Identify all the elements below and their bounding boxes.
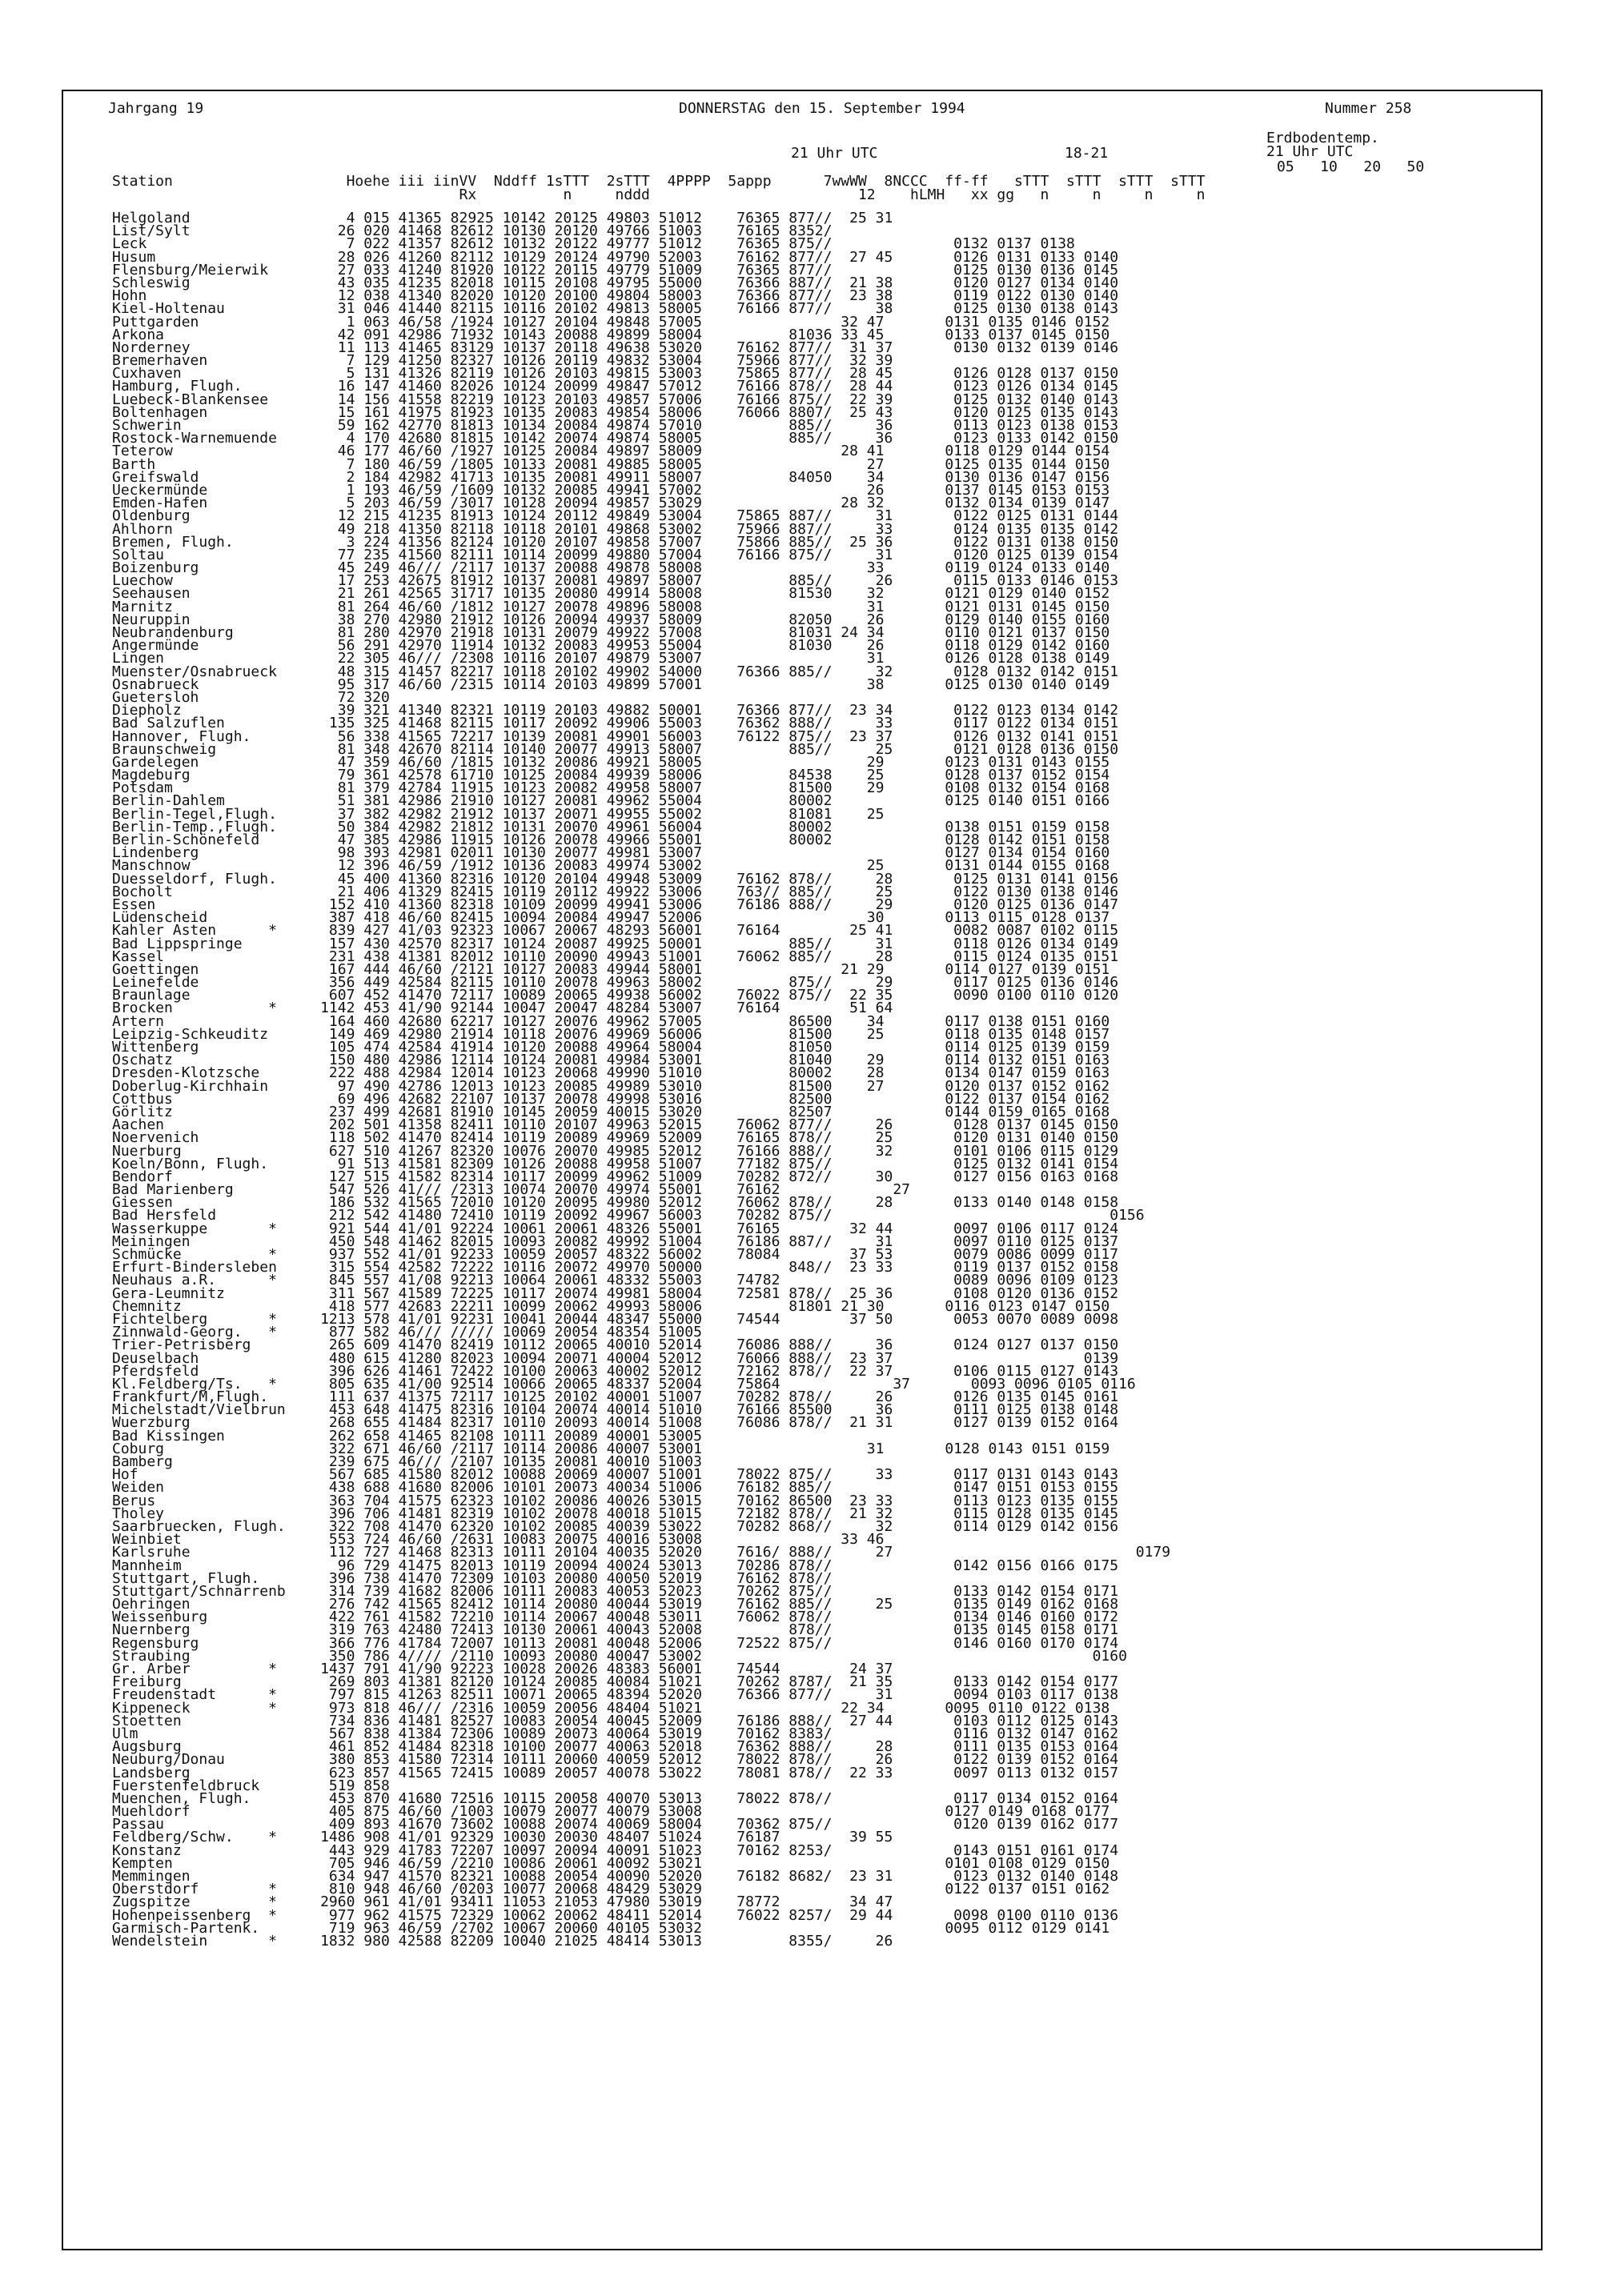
station-row: Mannheim 96 729 41475 82013 10119 20094 40024 53013 70286 878// 0142 0156 0166 0175 (112, 1557, 1119, 1574)
station-row: Berlin-Schönefeld 47 385 42986 11915 10126 20078 49966 55001 80002 0128 0142 0151 0158 (112, 831, 1110, 848)
station-row: Deuselbach 480 615 41280 82023 10094 20071 40004 52012 76066 888// 23 37 0139 (112, 1349, 1119, 1367)
station-row: Dresden-Klotzsche 222 488 42984 12014 10123 20068 49990 51010 80002 28 0134 0147 0159 0163 (112, 1064, 1110, 1082)
station-row: Oschatz 150 480 42986 12114 10124 20081 49984 53001 81040 29 0114 0132 0151 0163 (112, 1052, 1110, 1069)
station-row: Berlin-Temp.,Flugh. 50 384 42982 21812 10131 20070 49961 56004 80002 0138 0151 0159 0158 (112, 818, 1110, 835)
station-row: Chemnitz 418 577 42683 22211 10099 20062 49993 58006 81801 21 30 0116 0123 0147 0150 (112, 1297, 1110, 1315)
station-row: Schwerin 59 162 42770 81813 10134 20084 49874 57010 885// 36 0113 0123 0138 0153 (112, 417, 1119, 434)
station-row: Diepholz 39 321 41340 82321 10119 20103 49882 50001 76366 877// 23 34 0122 0123 0134 0142 (112, 702, 1119, 719)
station-row: Neuburg/Donau 380 853 41580 72314 10111 20060 40059 52012 78022 878// 26 0122 0139 0152 0164 (112, 1751, 1119, 1769)
station-row: Zugspitze * 2960 961 41/01 93411 11053 21053 47980 53019 78772 34 47 (112, 1893, 893, 1911)
station-row: Nuerburg 627 510 41267 82320 10076 20070 49985 52012 76166 888// 32 0101 0106 0115 0129 (112, 1142, 1119, 1160)
station-row: Leck 7 022 41357 82612 10132 20122 49777 51012 76365 875// 0132 0137 0138 (112, 235, 1075, 253)
station-row: Weiden 438 688 41680 82006 10101 20073 40034 51006 76182 885// 0147 0151 0153 0155 (112, 1479, 1119, 1497)
station-row: Braunschweig 81 348 42670 82114 10140 20077 49913 58007 885// 25 0121 0128 0136 0150 (112, 740, 1119, 758)
station-row: Hamburg, Flugh. 16 147 41460 82026 10124 20099 49847 57012 76166 878// 28 44 0123 0126 0134 0145 (112, 378, 1119, 395)
station-row: Flensburg/Meierwik 27 033 41240 81920 10122 20115 49779 51009 76365 877// 0125 0130 0136 0145 (112, 261, 1119, 278)
station-row: Kippeneck * 973 818 46/// /2316 10059 20056 48404 51021 22 34 0095 0110 0122 0138 (112, 1699, 1110, 1717)
station-row: Luebeck-Blankensee 14 156 41558 82219 10123 20103 49857 57006 76166 875// 22 39 0125 0132 0140 0143 (112, 391, 1119, 408)
jahrgang-label: Jahrgang 19 (108, 100, 204, 117)
station-row: Braunlage 607 452 41470 72117 10089 20065 49938 56002 76022 875// 22 35 0090 0100 0110 0120 (112, 987, 1119, 1004)
station-row: Zinnwald-Georg. * 877 582 46/// ///// 10069 20054 48354 51005 (112, 1324, 702, 1341)
station-row: Michelstadt/Vielbrun 453 648 41475 82316 10104 20074 40014 51010 76166 85500 36 0111 0125 0138 0148 (112, 1401, 1119, 1419)
station-row: Neubrandenburg 81 280 42970 21918 10131 20079 49922 57008 81031 24 34 0110 0121 0137 0150 (112, 624, 1110, 641)
station-row: Boltenhagen 15 161 41975 81923 10135 20083 49854 58006 76066 8807/ 25 43 0120 0125 0135 0143 (112, 403, 1119, 421)
station-row: Ahlhorn 49 218 41350 82118 10118 20101 49868 53002 75966 887// 33 0124 0135 0135 0142 (112, 520, 1119, 538)
station-row: Berlin-Tegel,Flugh. 37 382 42982 21912 10137 20071 49955 55002 81081 25 (112, 805, 885, 823)
station-row: Straubing 350 786 4//// /2110 10093 20080 40047 53002 0160 (112, 1647, 1127, 1665)
station-row: Wuerzburg 268 655 41484 82317 10110 20093 40014 51008 76086 878// 21 31 0127 0139 0152 0164 (112, 1414, 1119, 1432)
station-row: Bad Kissingen 262 658 41465 82108 10111 20089 40001 53005 (112, 1427, 702, 1445)
station-row: Cuxhaven 5 131 41326 82119 10126 20103 49815 53003 75865 877// 28 45 0126 0128 0137 0150 (112, 365, 1119, 383)
station-row: Helgoland 4 015 41365 82925 10142 20125 49803 51012 76365 877// 25 31 (112, 210, 893, 226)
station-row: Hannover, Flugh. 56 338 41565 72217 10139 20081 49901 56003 76122 875// 23 37 0126 0132 0141 0151 (112, 727, 1119, 745)
station-row: Fichtelberg * 1213 578 41/01 92231 10041 20044 48347 55000 74544 37 50 0053 0070 0089 0098 (112, 1310, 1119, 1328)
station-row: Schleswig 43 035 41235 82018 10115 20108 49795 55000 76366 887// 21 38 0120 0127 0134 0140 (112, 274, 1119, 291)
station-row: Barth 7 180 46/59 /1805 10133 20081 49885 58005 27 0125 0135 0144 0150 (112, 455, 1110, 473)
station-row: Essen 152 410 41360 82318 10109 20099 49941 53006 76186 888// 29 0120 0125 0136 0147 (112, 896, 1119, 913)
station-row: Marnitz 81 264 46/60 /1812 10127 20078 49896 58008 31 0121 0131 0145 0150 (112, 598, 1110, 615)
report-number: Nummer 258 (1325, 100, 1412, 117)
station-row: Magdeburg 79 361 42578 61710 10125 20084 49939 58006 84538 25 0128 0137 0152 0154 (112, 767, 1110, 784)
station-row: Arkona 42 091 42986 71932 10143 20088 49899 58004 81036 33 45 0133 0137 0145 0150 (112, 326, 1110, 343)
station-row: Wittenberg 105 474 42584 41914 10120 20088 49964 58004 81050 0114 0125 0139 0159 (112, 1039, 1110, 1056)
station-row: Neuruppin 38 270 42980 21912 10126 20094 49937 58009 82050 26 0129 0140 0155 0160 (112, 611, 1110, 628)
station-row: Artern 164 460 42680 62217 10127 20076 49962 57005 86500 34 0117 0138 0151 0160 (112, 1012, 1110, 1030)
station-row: Nuernberg 319 763 42480 72413 10130 20061 40043 52008 878// 0135 0145 0158 0171 (112, 1621, 1119, 1639)
station-row: Kahler Asten * 839 427 41/03 92323 10067 20067 48293 56001 76164 25 41 0082 0087 0102 0115 (112, 922, 1119, 940)
station-row: Hof 567 685 41580 82012 10088 20069 40007 51001 78022 875// 33 0117 0131 0143 0143 (112, 1466, 1119, 1484)
station-row: Doberlug-Kirchhain 97 490 42786 12013 10123 20085 49989 53010 81500 27 0120 0137 0152 0162 (112, 1077, 1110, 1095)
station-row: Bad Hersfeld 212 542 41480 72410 10119 20092 49967 56003 70282 875// 0156 (112, 1207, 1145, 1224)
station-row: Passau 409 893 41670 73602 10088 20074 40069 58004 70362 875// 0120 0139 0162 0177 (112, 1816, 1119, 1833)
station-row: Trier-Petrisberg 265 609 41470 82419 10112 20065 40010 52014 76086 888// 36 0124 0127 0137 0150 (112, 1336, 1119, 1354)
station-row: Hohenpeissenberg * 977 962 41575 72329 10062 20062 48411 52014 76022 8257/ 29 44 0098 0100 0110 0136 (112, 1906, 1119, 1924)
uhr-utc-center-label: 21 Uhr UTC (791, 145, 878, 162)
uhr-utc-right-label: 21 Uhr UTC (1266, 143, 1354, 160)
station-row: Stuttgart, Flugh. 396 738 41470 72309 10103 20080 40050 52019 76162 878// (112, 1569, 833, 1587)
station-row: Puttgarden 1 063 46/58 /1924 10127 20104 49848 57005 32 47 0131 0135 0146 0152 (112, 313, 1110, 331)
station-row: Luechow 17 253 42675 81912 10137 20081 49897 58007 885// 26 0115 0133 0146 0153 (112, 572, 1119, 590)
station-row: Bendorf 127 515 41582 82314 10117 20099 49962 51009 70282 872// 30 0127 0156 0163 0168 (112, 1168, 1119, 1185)
station-table (112, 212, 1170, 1948)
station-row: Augsburg 461 852 41484 82318 10100 20077 40063 52018 76362 888// 28 0111 0135 0153 0164 (112, 1738, 1119, 1756)
station-row: Angermünde 56 291 42970 11914 10132 20083 49953 55004 81030 26 0118 0129 0142 0160 (112, 637, 1110, 655)
station-row: Aachen 202 501 41358 82411 10110 20107 49963 52015 76062 877// 26 0128 0137 0145 0150 (112, 1116, 1119, 1134)
station-row: Wasserkuppe * 921 544 41/01 92224 10061 20061 48326 55001 76165 32 44 0097 0106 0117 0124 (112, 1220, 1119, 1237)
station-row: Bremerhaven 7 129 41250 82327 10126 20119 49832 53004 75966 877// 32 39 (112, 352, 893, 370)
station-row: Bocholt 21 406 41329 82415 10119 20112 49922 53006 763// 885// 25 0122 0130 0138 0146 (112, 883, 1119, 900)
station-row: Bad Marienberg 547 526 41/// /2313 10074 20070 49974 55001 76162 27 (112, 1181, 910, 1199)
report-date: DONNERSTAG den 15. September 1994 (679, 100, 965, 117)
station-row: Bremen, Flugh. 3 224 41356 82124 10120 20107 49858 57007 75866 885// 25 36 0122 0131 0138 0150 (112, 533, 1119, 551)
station-row: Wendelstein * 1832 980 42588 82209 10040 21025 48414 53013 8355/ 26 (112, 1932, 893, 1949)
station-row: Boizenburg 45 249 46/// /2117 10137 20088 49878 58008 33 0119 0124 0133 0140 (112, 559, 1110, 577)
time-range-label: 18-21 (1065, 145, 1109, 162)
station-row: Memmingen 634 947 41570 82321 10088 20054 40090 52020 76182 8682/ 23 31 0123 0132 0140 0148 (112, 1868, 1119, 1885)
station-row: Garmisch-Partenk. 719 963 46/59 /2702 10067 20060 40105 53032 0095 0112 0129 0141 (112, 1919, 1110, 1937)
station-row: Frankfurt/M,Flugh. 111 637 41375 72117 10125 20102 40001 51007 70282 878// 26 0126 0135 0145 0161 (112, 1388, 1119, 1406)
station-row: Gr. Arber * 1437 791 41/90 92223 10028 20026 48383 56001 74544 24 37 (112, 1661, 893, 1677)
station-row: Muehldorf 405 875 46/60 /1003 10079 20077 40079 53008 0127 0149 0168 0177 (112, 1803, 1110, 1821)
depth-labels: 05 10 20 50 (1277, 158, 1425, 175)
station-row: Noervenich 118 502 41470 82414 10119 20089 49969 52009 76165 878// 25 0120 0131 0140 0150 (112, 1129, 1119, 1147)
station-row: Kassel 231 438 41381 82012 10110 20090 49943 51001 76062 885// 28 0115 0124 0135 0151 (112, 948, 1119, 965)
station-row: Freiburg 269 803 41381 82120 10124 20085 40084 51021 70262 8787/ 21 35 0133 0142 0154 0177 (112, 1673, 1119, 1691)
station-row: Gera-Leumnitz 311 567 41589 72225 10117 20074 49981 58004 72581 878// 25 36 0108 0120 0136 0152 (112, 1284, 1119, 1302)
station-row: Berus 363 704 41575 62323 10102 20086 40026 53015 70162 86500 23 33 0113 0123 0135 0155 (112, 1492, 1119, 1509)
station-row: Lingen 22 305 46/// /2308 10116 20107 49879 53007 31 0126 0128 0138 0149 (112, 650, 1110, 667)
station-row: Greifswald 2 184 42982 41713 10135 20081 49911 58007 84050 34 0130 0136 0147 0156 (112, 468, 1110, 486)
station-row: Potsdam 81 379 42784 11915 10123 20082 49958 58007 81500 29 0108 0132 0154 0168 (112, 779, 1110, 797)
station-row: Feldberg/Schw. * 1486 908 41/01 92329 10030 20030 48407 51024 76187 39 55 (112, 1829, 893, 1846)
station-row: Görlitz 237 499 42681 81910 10145 20059 40015 53020 82507 0144 0159 0165 0168 (112, 1103, 1110, 1120)
station-row: Ulm 567 838 41384 72306 10089 20073 40064 53019 70162 8383/ 0116 0132 0147 0162 (112, 1725, 1119, 1742)
station-row: Leinefelde 356 449 42584 82115 10110 20078 49963 58002 875// 29 0117 0125 0136 0146 (112, 974, 1119, 992)
station-row: Schmücke * 937 552 41/01 92233 10059 20057 48322 56002 78084 37 53 0079 0086 0099 0117 (112, 1246, 1119, 1263)
station-row: Berlin-Dahlem 51 381 42986 21910 10127 20081 49962 55004 80002 0125 0140 0151 0166 (112, 792, 1110, 810)
station-row: Fuerstenfeldbruck 519 858 (112, 1777, 390, 1794)
station-row: Coburg 322 671 46/60 /2117 10114 20086 40007 53001 31 0128 0143 0151 0159 (112, 1440, 1110, 1457)
station-row: Oldenburg 12 215 41235 81913 10124 20112 49849 53004 75865 887// 31 0122 0125 0131 0144 (112, 507, 1119, 525)
station-row: Guetersloh 72 320 (112, 688, 390, 706)
station-row: Konstanz 443 929 41783 72207 10097 20094 40091 51023 70162 8253/ 0143 0151 0161 0174 (112, 1841, 1119, 1859)
station-row: Muenchen, Flugh. 453 870 41680 72516 10115 20058 40070 53013 78022 878// 0117 0134 0152 0164 (112, 1789, 1119, 1807)
station-row: Oehringen 276 742 41565 82412 10114 20080 40044 53019 76162 885// 25 0135 0149 0162 0168 (112, 1596, 1119, 1613)
station-row: Lüdenscheid 387 418 46/60 82415 10094 20084 49947 52006 30 0113 0115 0128 0137 (112, 909, 1110, 927)
station-row: Leipzig-Schkeuditz 149 469 42980 21914 10118 20076 49969 56006 81500 25 0118 0135 0148 0157 (112, 1025, 1110, 1043)
station-row: Saarbruecken, Flugh. 322 708 41470 62320 10102 20085 40039 53022 70282 868// 32 0114 0129 0142 0156 (112, 1517, 1119, 1535)
station-row: List/Sylt 26 020 41468 82612 10130 20120 49766 51003 76165 8352/ (112, 222, 833, 240)
station-row: Gardelegen 47 359 46/60 /1815 10132 20086 49921 58005 29 0123 0131 0143 0155 (112, 753, 1110, 771)
station-row: Bad Lippspringe 157 430 42570 82317 10124 20087 49925 50001 885// 31 0118 0126 0134 0149 (112, 935, 1119, 952)
station-row: Kiel-Holtenau 31 046 41440 82115 10116 20102 49813 58005 76166 877// 38 0125 0130 0138 0143 (112, 300, 1119, 318)
station-row: Koeln/Bonn, Flugh. 91 513 41581 82309 10126 20088 49958 51007 77182 875// 0125 0132 0141 0154 (112, 1155, 1119, 1172)
station-row: Muenster/Osnabrueck 48 315 41457 82217 10118 20102 49902 54000 76366 885// 32 0128 0132 0142 0151 (112, 663, 1119, 680)
station-row: Landsberg 623 857 41565 72415 10089 20057 40078 53022 78081 878// 22 33 0097 0113 0132 0157 (112, 1764, 1119, 1781)
station-row: Lindenberg 98 393 42981 02011 10130 20077 49981 53007 0127 0134 0154 0160 (112, 844, 1110, 862)
station-row: Regensburg 366 776 41784 72007 10113 20081 40048 52006 72522 875// 0146 0160 0170 0174 (112, 1634, 1119, 1652)
station-row: Teterow 46 177 46/60 /1927 10125 20084 49897 58009 28 41 0118 0129 0144 0154 (112, 443, 1110, 460)
station-row: Neuhaus a.R. * 845 557 41/08 92213 10064 20061 48332 55003 74782 0089 0096 0109 0123 (112, 1272, 1119, 1289)
station-row: Norderney 11 113 41465 83129 10137 20118 49638 53020 76162 877// 31 37 0130 0132 0139 0146 (112, 339, 1119, 356)
station-row: Karlsruhe 112 727 41468 82313 10111 20104 40035 52020 7616/ 888// 27 0179 (112, 1544, 1171, 1561)
station-row: Soltau 77 235 41560 82111 10114 20099 49880 57004 76166 875// 31 0120 0125 0139 0154 (112, 546, 1119, 563)
station-row: Kempten 705 946 46/59 /2210 10086 20061 40092 53021 0101 0108 0129 0150 (112, 1854, 1110, 1872)
station-row: Erfurt-Bindersleben 315 554 42582 72222 10116 20072 49970 50000 848// 23 33 0119 0137 0152 0158 (112, 1259, 1119, 1276)
station-row: Osnabrueck 95 317 46/60 /2315 10114 20103 49899 57001 38 0125 0130 0140 0149 (112, 675, 1110, 693)
station-row: Weinbiet 553 724 46/60 /2631 10083 20075 40016 53008 33 46 (112, 1531, 885, 1549)
station-row: Duesseldorf, Flugh. 45 400 41360 82316 10120 20104 49948 53009 76162 878// 28 0125 0131 0141 0156 (112, 870, 1119, 888)
station-row: Pferdsfeld 396 626 41461 72422 10100 20063 40002 52012 72162 878// 22 37 0106 0115 0127 0143 (112, 1362, 1119, 1380)
station-row: Brocken * 1142 453 41/90 92144 10047 20047 48284 53007 76164 51 64 (112, 1000, 893, 1017)
station-row: Rostock-Warnemuende 4 170 42680 81815 10142 20074 49874 58005 885// 36 0123 0133 0142 0150 (112, 430, 1119, 447)
station-row: Giessen 186 532 41565 72010 10120 20095 49980 52012 76062 878// 28 0133 0140 0148 0158 (112, 1194, 1119, 1212)
station-row: Emden-Hafen 5 203 46/59 /3017 10128 20094 49857 53029 28 32 0132 0134 0139 0147 (112, 495, 1110, 512)
station-row: Tholey 396 706 41481 82319 10102 20078 40018 51015 72182 878// 21 32 0115 0128 0135 0145 (112, 1505, 1119, 1522)
station-row: Freudenstadt * 797 815 41263 82511 10071 20065 48394 52020 76366 877// 31 0094 0103 0117 0138 (112, 1686, 1119, 1704)
station-row: Bad Salzuflen 135 325 41468 82115 10117 20092 49906 55003 76362 888// 33 0117 0122 0134 0151 (112, 715, 1119, 732)
station-row: Goettingen 167 444 46/60 /2121 10127 20083 49944 58001 21 29 0114 0127 0139 0151 (112, 960, 1110, 978)
station-row: Husum 28 026 41260 82112 10129 20124 49790 52003 76162 877// 27 45 0126 0131 0133 0140 (112, 248, 1119, 266)
station-row: Manschnow 12 396 46/59 /1912 10136 20083 49974 53002 25 0131 0144 0155 0168 (112, 857, 1110, 875)
station-row: Stoetten 734 836 41481 82527 10083 20054 40045 52009 76186 888// 27 44 0103 0112 0125 0143 (112, 1712, 1119, 1729)
station-row: Kl.Feldberg/Ts. * 805 635 41/00 92514 10066 20065 48337 52004 75864 37 0093 0096 0105 0116 (112, 1375, 1136, 1392)
column-header-line-1: Station Hoehe iii iinVV Nddff 1sTTT 2sTTT 4PPPP 5appp 7wwWW 8NCCC ff-ff sTTT sTTT sTTT sTTT (112, 173, 1206, 190)
station-row: Ueckermünde 1 193 46/59 /1609 10132 20085 49941 57002 26 0137 0145 0153 0153 (112, 481, 1110, 499)
station-row: Seehausen 21 261 42565 31717 10135 20080 49914 58008 81530 32 0121 0129 0140 0152 (112, 585, 1110, 603)
station-row: Cottbus 69 496 42682 22107 10137 20078 49998 53016 82500 0122 0137 0154 0162 (112, 1090, 1110, 1108)
station-row: Meiningen 450 548 41462 82015 10093 20082 49992 51004 76186 887// 31 0097 0110 0125 0137 (112, 1232, 1119, 1250)
column-header-line-2: Rx n nddd 12 hLMH xx gg n n n n (112, 186, 1206, 203)
station-row: Hohn 12 038 41340 82020 10120 20100 49804 58003 76366 877// 23 38 0119 0122 0130 0140 (112, 287, 1119, 305)
station-row: Oberstdorf * 810 948 46/60 /0203 10077 20068 48429 53029 0122 0137 0151 0162 (112, 1881, 1110, 1898)
erdbodentemp-label: Erdbodentemp. (1266, 130, 1379, 146)
station-row: Stuttgart/Schnarrenb 314 739 41682 82006 10111 20083 40053 52023 70262 875// 0133 0142 0154 0171 (112, 1582, 1119, 1600)
station-row: Bamberg 239 675 46/// /2107 10135 20081 40010 51003 (112, 1453, 702, 1470)
station-row: Weissenburg 422 761 41582 72210 10114 20067 40048 53011 76062 878// 0134 0146 0160 0172 (112, 1609, 1119, 1626)
